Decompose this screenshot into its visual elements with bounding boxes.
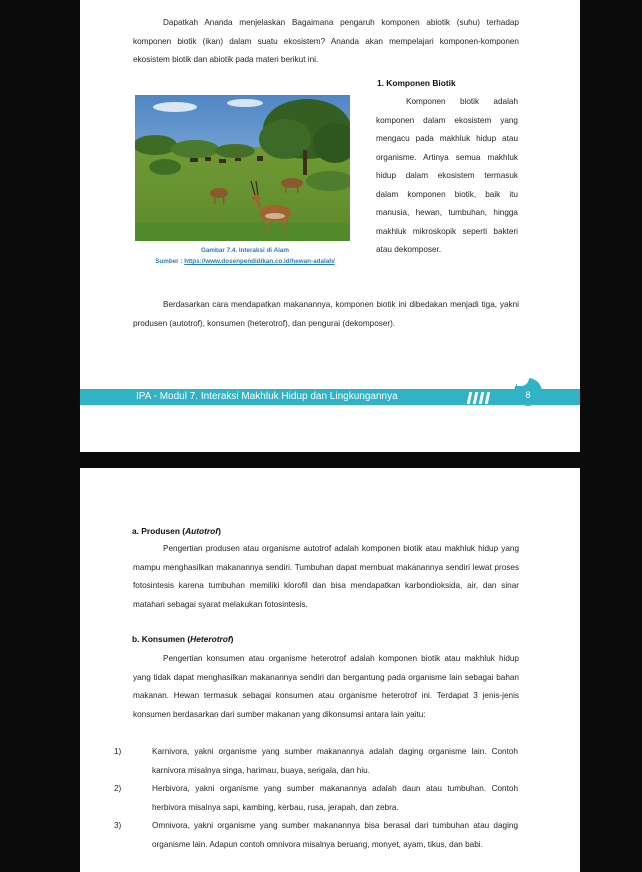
document-page-1 — [80, 0, 580, 452]
list-text: Herbivora, yakni organisme yang sumber makanannya adalah daun atau tumbuhan. Contoh herbivora misalnya sapi, kambing, kerbau, rusa, jerapah, dan zebra. — [152, 784, 518, 812]
right-black-margin — [580, 0, 642, 872]
page-separator — [0, 452, 642, 468]
intro-paragraph: Dapatkah Ananda menjelaskan Bagaimana pengaruh komponen abiotik (suhu) terhadap komponen biotik (ikan) dalam suatu ekosistem? Ananda akan mempelajari komponen-komponen ekosistem biotik dan abiotik pada materi berikut ini. — [133, 18, 519, 64]
figure-source-link[interactable]: https://www.dosenpendidikan.co.id/hewan-adalah/ — [184, 258, 335, 265]
list-number: 1) — [114, 747, 122, 756]
left-black-margin — [0, 0, 80, 872]
savanna-illustration — [135, 95, 350, 241]
page-number-badge: 8 — [514, 378, 542, 406]
list-item-karnivora — [114, 743, 518, 780]
produsen-paragraph: Pengertian produsen atau organisme autotrof adalah komponen biotik atau makhluk hidup yang mampu menghasilkan makanannya sendiri. Tumbuhan dapat membuat makanannya sendiri lewat proses fotosintesis karena tumbuhan memiliki klorofil dan bisa mendapatkan karbondioksida, air, dan sinar matahari sebagai syarat melakukan fotosintesis. — [133, 544, 519, 609]
section-heading-komponen-biotik: 1. Komponen Biotik — [377, 78, 456, 88]
classification-paragraph: Berdasarkan cara mendapatkan makanannya, komponen biotik ini dibedakan menjadi tiga, yakni produsen (autotrof), konsumen (heterotrof), dan pengurai (dekomposer). — [133, 300, 519, 328]
figure-source-label: Sumber : — [155, 258, 185, 265]
konsumen-paragraph: Pengertian konsumen atau organisme heterotrof adalah komponen biotik atau makhluk hidup yang tidak dapat menghasilkan makanannya sendiri dan bergantung pada organisme lain sebagai bahan makanan. Hewan termasuk sebagai konsumen atau organisme heterotrof ini. Terdapat 3 jenis-jenis konsumen berdasarkan dari sumber makanan yang dikonsumsi antara lain yaitu: — [133, 654, 519, 719]
figure-caption: Gambar 7.4. Interaksi di Alam — [201, 247, 289, 254]
heading-produsen: a. Produsen (Autotrof) — [132, 526, 221, 536]
footer-title: IPA - Modul 7. Interaksi Makhluk Hidup dan Lingkungannya — [136, 391, 398, 402]
module-footer-bar — [80, 389, 580, 405]
list-text: Omnivora, yakni organisme yang sumber makanannya bisa berasal dari tumbuhan atau daging organisme lain. Adapun contoh omnivora misalnya beruang, monyet, ayam, tikus, dan babi. — [152, 821, 518, 849]
figure-savanna-photo — [135, 95, 350, 241]
list-text: Karnivora, yakni organisme yang sumber makanannya adalah daging organisme lain. Contoh karnivora misalnya singa, harimau, buaya, serigala, dan hiu. — [152, 747, 518, 775]
heading-konsumen: b. Konsumen (Heterotrof) — [132, 634, 234, 644]
list-item-herbivora — [114, 780, 518, 817]
figure-source — [120, 257, 370, 267]
komponen-biotik-paragraph: Komponen biotik adalah komponen dalam ekosistem yang mengacu pada makhluk hidup atau organisme. Artinya semua makhluk hidup dalam ekosistem termasuk dalam komponen biotik, baik itu manusia, hewan, tumbuhan, hingga makhluk mikroskopik seperti bakteri atau dekomposer. — [376, 97, 518, 254]
list-number: 2) — [114, 784, 122, 793]
document-page-2 — [80, 468, 580, 872]
list-item-omnivora — [114, 817, 518, 854]
footer-stripes — [468, 391, 508, 403]
list-number: 3) — [114, 821, 122, 830]
